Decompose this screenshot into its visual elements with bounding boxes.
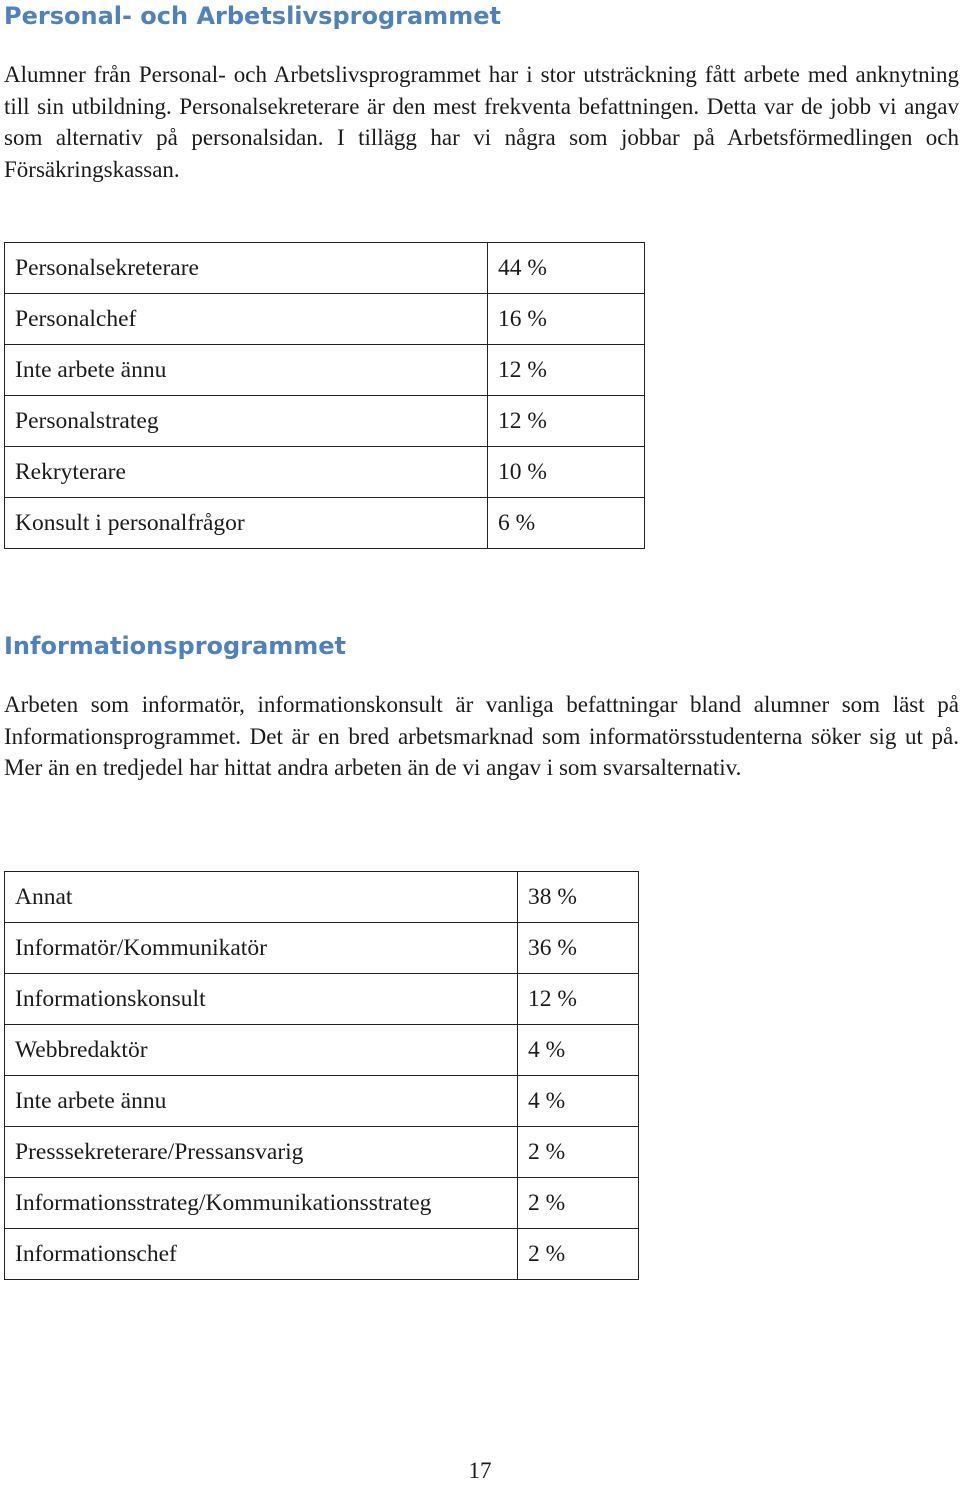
- occupation-label: Informationsstrateg/Kommunikationsstrateg: [5, 1178, 518, 1229]
- table-row: [5, 974, 639, 1025]
- table-row: [5, 1229, 639, 1280]
- table-row: [5, 396, 645, 447]
- table-row: [5, 345, 645, 396]
- section-heading-information: Informationsprogrammet: [4, 632, 347, 660]
- occupation-percentage: 12 %: [488, 396, 645, 447]
- occupation-label: Inte arbete ännu: [5, 1076, 518, 1127]
- occupation-label: Informationschef: [5, 1229, 518, 1280]
- occupation-label: Presssekreterare/Pressansvarig: [5, 1127, 518, 1178]
- occupation-label: Personalchef: [5, 294, 488, 345]
- occupation-percentage: 12 %: [488, 345, 645, 396]
- table-row: [5, 1076, 639, 1127]
- table-row: [5, 1025, 639, 1076]
- table-row: [5, 294, 645, 345]
- occupation-percentage: 4 %: [518, 1076, 639, 1127]
- occupation-percentage: 44 %: [488, 243, 645, 294]
- occupation-label: Rekryterare: [5, 447, 488, 498]
- occupation-label: Informationskonsult: [5, 974, 518, 1025]
- table-row: [5, 872, 639, 923]
- occupation-percentage: 6 %: [488, 498, 645, 549]
- occupation-percentage: 38 %: [518, 872, 639, 923]
- section-heading-personal: Personal- och Arbetslivsprogrammet: [4, 2, 501, 30]
- occupation-label: Konsult i personalfrågor: [5, 498, 488, 549]
- occupation-label: Webbredaktör: [5, 1025, 518, 1076]
- occupation-percentage: 2 %: [518, 1127, 639, 1178]
- occupation-table-information: [4, 871, 639, 1280]
- occupation-percentage: 36 %: [518, 923, 639, 974]
- occupation-table-personal: [4, 242, 645, 549]
- section-paragraph-information: Arbeten som informatör, informationskonsult är vanliga befattningar bland alumner som läst på Informationsprogrammet. Det är en bred arbetsmarknad som informatörsstudenterna söker sig ut på. Mer än en tredjedel har hittat andra arbeten än de vi angav i som svarsalternativ.: [4, 692, 959, 780]
- occupation-label: Informatör/Kommunikatör: [5, 923, 518, 974]
- occupation-percentage: 12 %: [518, 974, 639, 1025]
- table-row: [5, 498, 645, 549]
- occupation-percentage: 10 %: [488, 447, 645, 498]
- section-paragraph-personal: Alumner från Personal- och Arbetslivsprogrammet har i stor utsträckning fått arbete med anknytning till sin utbildning. Personalsekreterare är den mest frekventa befattningen. Detta var de jobb vi angav som alternativ på personalsidan. I tillägg har vi några som jobbar på Arbetsförmedlingen och Försäkringskassan.: [4, 62, 959, 182]
- occupation-label: Annat: [5, 872, 518, 923]
- occupation-label: Personalstrateg: [5, 396, 488, 447]
- occupation-percentage: 4 %: [518, 1025, 639, 1076]
- occupation-label: Inte arbete ännu: [5, 345, 488, 396]
- occupation-percentage: 2 %: [518, 1229, 639, 1280]
- occupation-percentage: 2 %: [518, 1178, 639, 1229]
- occupation-label: Personalsekreterare: [5, 243, 488, 294]
- table-row: [5, 923, 639, 974]
- table-row: [5, 1127, 639, 1178]
- page-number: 17: [468, 1458, 492, 1483]
- table-row: [5, 243, 645, 294]
- table-row: [5, 447, 645, 498]
- occupation-percentage: 16 %: [488, 294, 645, 345]
- table-row: [5, 1178, 639, 1229]
